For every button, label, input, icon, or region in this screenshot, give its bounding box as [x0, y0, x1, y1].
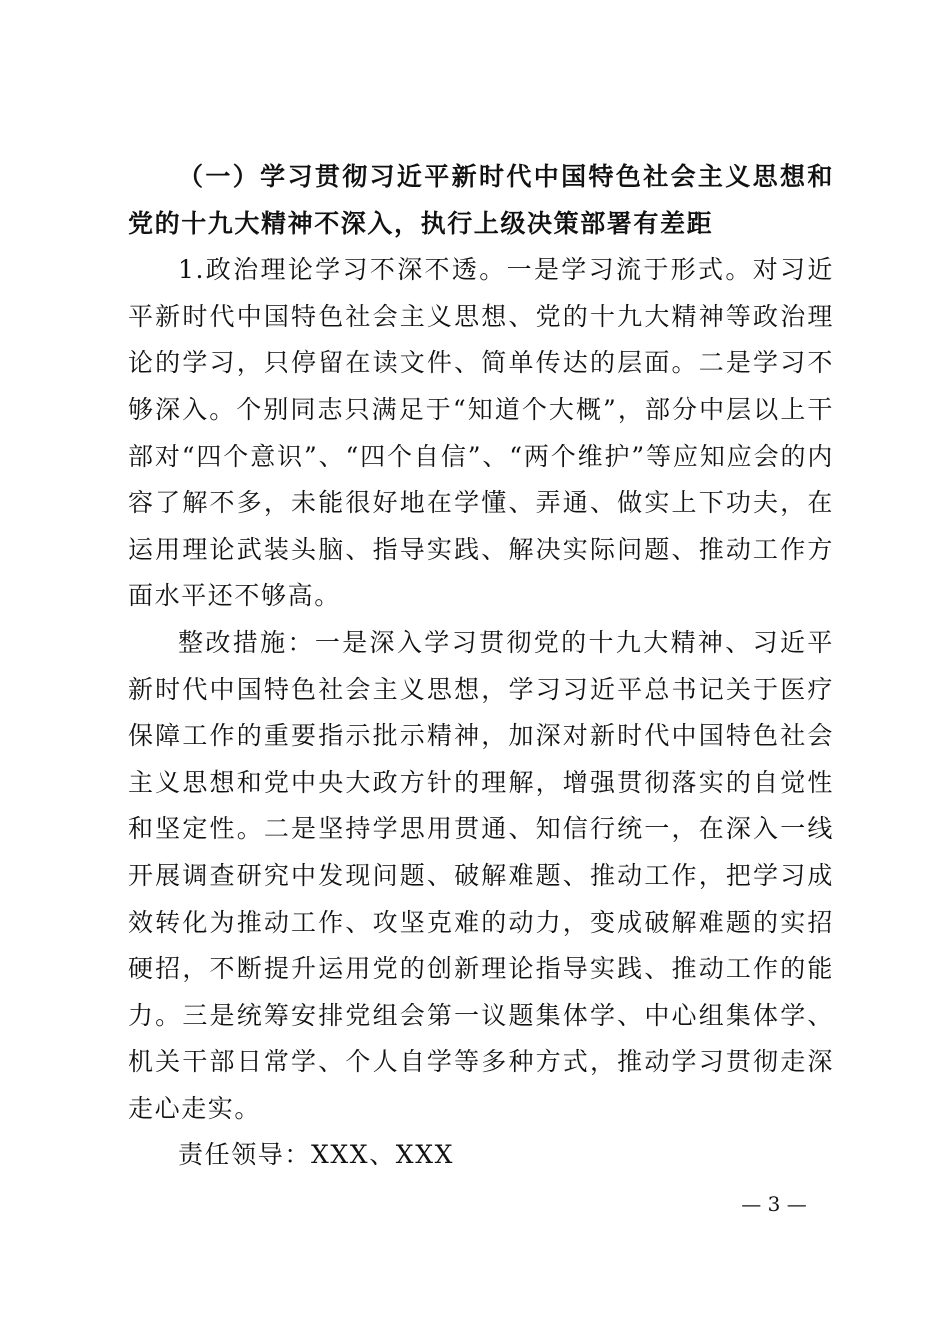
- document-body: [128, 150, 834, 1179]
- paragraph-political-theory: 1.政治理论学习不深不透。一是学习流于形式。对习近平新时代中国特色社会主义思想、党的十九大精神等政治理论的学习，只停留在读文件、简单传达的层面。二是学习不够深入。个别同志只满足于“知道个大概”，部分中层以上干部对“四个意识”、“四个自信”、“两个维护”等应知应会的内容了解不多，未能很好地在学懂、弄通、做实上下功夫，在运用理论武装头脑、指导实践、解决实际问题、推动工作方面水平还不够高。: [128, 255, 834, 611]
- page-number: — 3 —: [741, 1192, 807, 1216]
- section-heading: （一）学习贯彻习近平新时代中国特色社会主义思想和党的十九大精神不深入，执行上级决策部署有差距: [128, 162, 834, 238]
- paragraph-rectification-measures: 整改措施：一是深入学习贯彻党的十九大精神、习近平新时代中国特色社会主义思想，学习习近平总书记关于医疗保障工作的重要指示批示精神，加深对新时代中国特色社会主义思想和党中央大政方针的理解，增强贯彻落实的自觉性和坚定性。二是坚持学思用贯通、知信行统一，在深入一线开展调查研究中发现问题、破解难题、推动工作，把学习成效转化为推动工作、攻坚克难的动力，变成破解难题的实招硬招，不断提升运用党的创新理论指导实践、推动工作的能力。三是统筹安排党组会第一议题集体学、中心组集体学、机关干部日常学、个人自学等多种方式，推动学习贯彻走深走心走实。: [128, 627, 834, 1123]
- paragraph-responsible-leader: 责任领导：XXX、XXX: [178, 1140, 454, 1170]
